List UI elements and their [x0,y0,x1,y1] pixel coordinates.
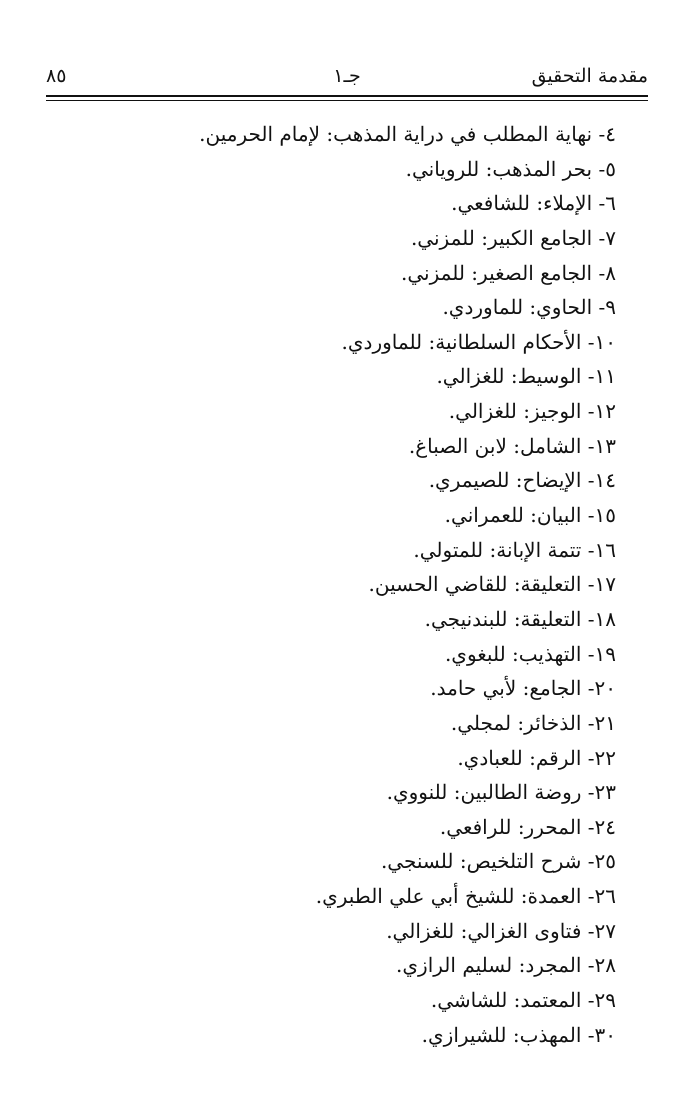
item-text: الوجيز: للغزالي. [448,399,582,424]
list-item [56,914,616,949]
item-number: ١٢- [587,399,616,424]
page-header [46,62,648,90]
item-text: المهذب: للشيرازي. [421,1022,582,1047]
list-item [56,948,616,983]
item-text: الإيضاح: للصيمري. [428,468,582,493]
list-item [56,775,616,810]
item-number: ٢١- [587,710,616,735]
list-item [56,152,616,187]
item-text: الأحكام السلطانية: للماوردي. [341,329,582,354]
item-number: ٨- [598,260,616,285]
item-text: المجرد: لسليم الرازي. [396,953,582,978]
item-number: ٣٠- [587,1022,616,1047]
list-item [56,256,616,291]
item-number: ٧- [598,225,616,250]
item-text: الرقم: للعبادي. [457,745,582,770]
item-number: ١٣- [587,433,616,458]
item-text: نهاية المطلب في دراية المذهب: لإمام الحرمين. [199,122,593,146]
list-item [56,325,616,360]
list-item [56,983,616,1018]
header-rule-thin [46,100,648,101]
item-text: العمدة: للشيخ أبي علي الطبري. [315,884,582,909]
list-item [56,706,616,741]
item-text: التعليقة: للقاضي الحسين. [368,572,582,597]
item-number: ١٧- [587,572,616,597]
item-text: الجامع الكبير: للمزني. [410,225,593,250]
list-item [56,671,616,706]
list-item [56,810,616,845]
references-list [56,117,616,1052]
item-text: الجامع الصغير: للمزني. [401,260,593,285]
item-text: التعليقة: للبندنيجي. [424,606,582,631]
item-text: بحر المذهب: للروياني. [405,156,593,181]
item-number: ٢٣- [587,780,616,805]
item-text: التهذيب: للبغوي. [444,641,582,666]
header-rule-thick [46,95,648,97]
item-number: ٢٢- [587,745,616,770]
item-text: المعتمد: للشاشي. [430,988,582,1013]
item-number: ٢٥- [587,849,616,874]
list-item [56,463,616,498]
list-item [56,741,616,776]
item-number: ١٨- [587,606,616,631]
item-number: ٥- [598,156,616,181]
list-item [56,844,616,879]
list-item [56,567,616,602]
item-number: ٢٦- [587,884,616,909]
item-number: ٢٧- [587,918,616,943]
item-text: البيان: للعمراني. [444,503,582,528]
item-text: الوسيط: للغزالي. [436,364,582,389]
item-number: ٦- [598,191,616,216]
item-number: ١٦- [587,537,616,562]
running-title: مقدمة التحقيق [531,65,648,87]
list-item [56,359,616,394]
list-item [56,533,616,568]
item-number: ١١- [587,364,616,389]
item-text: الإملاء: للشافعي. [451,191,593,216]
item-number: ٢٤- [587,814,616,839]
item-text: فتاوى الغزالي: للغزالي. [386,918,582,943]
item-number: ١٩- [587,641,616,666]
item-number: ١٤- [587,468,616,493]
list-item [56,498,616,533]
item-number: ٤- [598,122,616,146]
list-item [56,1018,616,1053]
list-item [56,637,616,672]
item-number: ١٠- [587,329,616,354]
list-item [56,186,616,221]
item-text: تتمة الإبانة: للمتولي. [413,537,582,562]
list-item [56,879,616,914]
item-number: ٢٨- [587,953,616,978]
item-number: ٩- [598,295,616,320]
item-text: الشامل: لابن الصباغ. [408,433,582,458]
item-number: ٢٠- [587,676,616,701]
list-item [56,429,616,464]
item-text: المحرر: للرافعي. [439,814,582,839]
item-text: الحاوي: للماوردي. [442,295,593,320]
item-text: الجامع: لأبي حامد. [430,676,582,701]
item-text: روضة الطالبين: للنووي. [386,780,582,805]
volume-label: جـ١ [333,65,361,87]
list-item [56,221,616,256]
list-item [56,394,616,429]
list-item [56,290,616,325]
page-number: ٨٥ [46,65,67,87]
list-item [56,117,616,152]
item-number: ٢٩- [587,988,616,1013]
item-number: ١٥- [587,503,616,528]
item-text: الذخائر: لمجلي. [450,710,582,735]
item-text: شرح التلخيص: للسنجي. [380,849,582,874]
list-item [56,602,616,637]
